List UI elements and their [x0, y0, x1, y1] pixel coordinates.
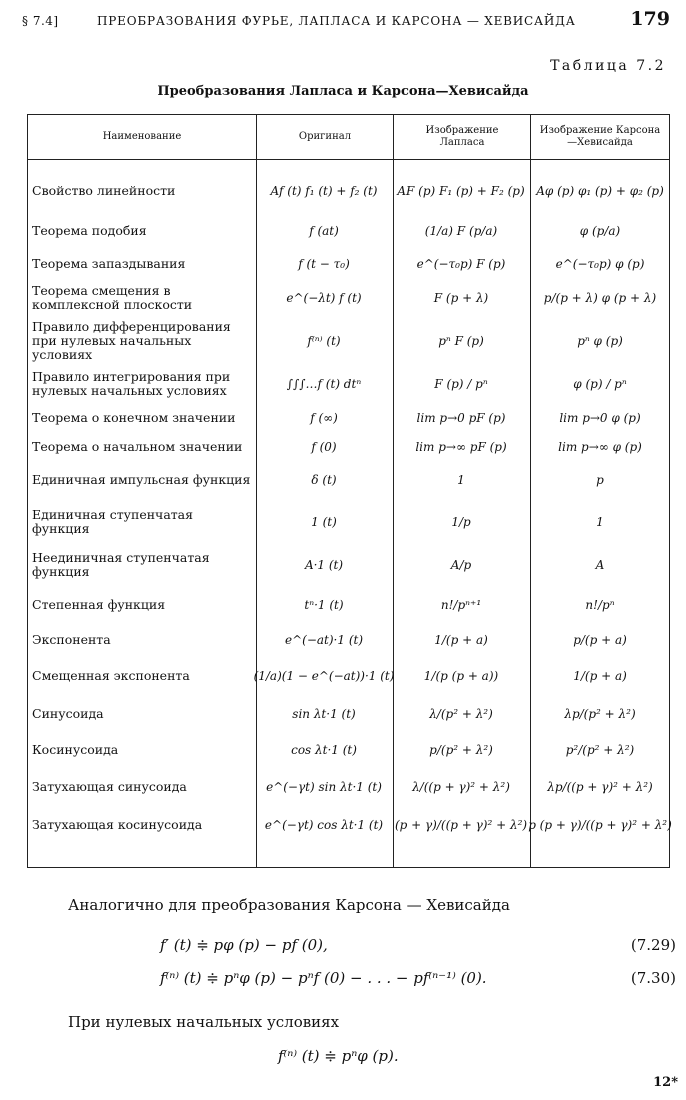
row-name: Экспонента	[32, 631, 111, 647]
row-laplace-image: p/(p² + λ²)	[429, 743, 493, 757]
table-title: Преобразования Лапласа и Карсона—Хевисайда	[157, 84, 529, 99]
table-row	[28, 587, 669, 622]
row-laplace-image: AF (p) F₁ (p) + F₂ (p)	[397, 184, 525, 198]
row-name: Правило интегрирования при нулевых начальных условиях	[32, 369, 231, 398]
header-divider	[28, 159, 669, 160]
row-laplace-image: 1/(p + a)	[434, 632, 488, 647]
row-name: Единичная ступенчатая функция	[32, 506, 194, 536]
row-name: Затухающая синусоида	[32, 778, 187, 794]
row-carson-image: Aφ (p) φ₁ (p) + φ₂ (p)	[536, 184, 664, 198]
table-number: Таблица 7.2	[550, 58, 666, 74]
row-name: Синусоида	[32, 705, 104, 721]
table-row	[28, 732, 669, 768]
equation: f⁽ⁿ⁾ (t) ≑ pⁿφ (p).	[278, 1047, 399, 1065]
signature-mark: 12*	[653, 1075, 678, 1090]
row-carson-image: λp/(p² + λ²)	[564, 706, 636, 721]
row-original: f (∞)	[310, 411, 338, 425]
transform-table	[27, 114, 670, 868]
row-laplace-image: pⁿ F (p)	[438, 334, 484, 348]
row-name: Теорема запаздывания	[32, 256, 186, 271]
row-laplace-image: (p + γ)/((p + γ)² + λ²)	[394, 818, 528, 832]
row-laplace-image: 1/p	[451, 514, 471, 529]
row-laplace-image: n!/pⁿ⁺¹	[440, 597, 482, 612]
table-row	[28, 213, 669, 249]
row-name: Степенная функция	[32, 596, 166, 612]
row-name: Теорема о конечном значении	[32, 410, 236, 425]
row-carson-image: lim p→∞ φ (p)	[558, 439, 642, 454]
table-row	[28, 249, 669, 279]
table-row	[28, 657, 669, 695]
row-name: Теорема смещения в комплексной плоскости	[32, 283, 193, 312]
row-carson-image: 1/(p + a)	[573, 669, 627, 683]
row-name: Неединичная ступенчатая функция	[32, 550, 210, 579]
row-carson-image: φ (p) / pⁿ	[573, 377, 627, 391]
paragraph: Аналогично для преобразования Карсона — Хевисайда	[68, 896, 510, 914]
row-carson-image: A	[595, 558, 605, 572]
row-laplace-image: A/p	[450, 558, 472, 572]
table-row	[28, 805, 672, 845]
table-row	[28, 460, 669, 500]
row-laplace-image: 1	[457, 473, 465, 487]
header-carson: Изображение Карсона—Хевисайда	[539, 125, 661, 148]
row-carson-image: φ (p/a)	[579, 224, 621, 238]
row-laplace-image: F (p + λ)	[433, 291, 489, 305]
row-carson-image: e^(−τ₀p) φ (p)	[555, 257, 645, 271]
row-carson-image: p/(p + a)	[573, 632, 627, 647]
row-original: e^(−γt) cos λt·1 (t)	[264, 818, 384, 832]
equation: f′ (t) ≑ pφ (p) − pf (0),	[160, 936, 328, 954]
equation-number: (7.30)	[630, 969, 676, 987]
row-carson-image: p/(p + λ) φ (p + λ)	[543, 291, 657, 305]
row-carson-image: p (p + γ)/((p + γ)² + λ²)	[528, 818, 672, 832]
row-original: f (at)	[309, 224, 339, 238]
row-laplace-image: F (p) / pⁿ	[434, 377, 488, 391]
table-row	[28, 695, 669, 732]
table-row	[28, 403, 669, 433]
row-laplace-image: λ/(p² + λ²)	[429, 706, 493, 721]
page-header	[22, 10, 670, 34]
row-original: f (t − τ₀)	[298, 257, 350, 271]
row-name: Правило дифференцирования при нулевых начальных условиях	[32, 319, 231, 362]
row-name: Теорема подобия	[32, 223, 147, 238]
row-original: e^(−at)·1 (t)	[285, 632, 363, 647]
page-number: 179	[630, 8, 670, 30]
row-laplace-image: λ/((p + γ)² + λ²)	[412, 779, 510, 794]
table-row	[28, 365, 669, 403]
row-carson-image: p	[596, 473, 604, 487]
row-original: cos λt·1 (t)	[291, 743, 357, 757]
row-laplace-image: e^(−τ₀p) F (p)	[416, 257, 506, 271]
row-carson-image: 1	[596, 514, 604, 529]
row-original: f (0)	[311, 439, 337, 454]
table-row	[28, 543, 669, 587]
table-row	[28, 317, 669, 365]
table-row	[28, 171, 669, 211]
row-name: Смещенная экспонента	[32, 668, 190, 683]
equation-number: (7.29)	[630, 936, 676, 954]
row-carson-image: n!/pⁿ	[585, 597, 615, 612]
row-carson-image: λp/((p + γ)² + λ²)	[547, 779, 653, 794]
equation: f⁽ⁿ⁾ (t) ≑ pⁿφ (p) − pⁿf (0) − . . . − pf⁽ⁿ⁻¹⁾ (0).	[160, 969, 487, 987]
row-name: Затухающая косинусоида	[32, 817, 203, 832]
row-original: sin λt·1 (t)	[292, 706, 356, 721]
section-ref: § 7.4]	[22, 14, 59, 28]
row-original: tⁿ·1 (t)	[304, 597, 344, 612]
row-original: e^(−γt) sin λt·1 (t)	[266, 779, 382, 794]
row-name: Свойство линейности	[32, 183, 176, 198]
row-name: Косинусоида	[32, 742, 119, 757]
table-row	[28, 279, 669, 317]
row-original: f⁽ⁿ⁾ (t)	[307, 334, 341, 348]
header-name: Наименование	[102, 131, 182, 142]
row-name: Теорема о начальном значении	[32, 438, 243, 454]
row-original: A·1 (t)	[304, 558, 344, 572]
row-name: Единичная импульсная функция	[32, 472, 251, 487]
row-laplace-image: lim p→0 pF (p)	[416, 411, 506, 425]
paragraph: При нулевых начальных условиях	[68, 1013, 340, 1031]
row-carson-image: lim p→0 φ (p)	[559, 411, 641, 425]
running-title: ПРЕОБРАЗОВАНИЯ ФУРЬЕ, ЛАПЛАСА И КАРСОНА — ХЕВИСАЙДА	[97, 14, 576, 28]
table-row	[28, 500, 669, 543]
row-original: (1/a)(1 − e^(−at))·1 (t)	[253, 669, 395, 683]
row-laplace-image: (1/a) F (p/a)	[424, 224, 498, 238]
table-row	[28, 433, 669, 460]
table-row	[28, 622, 669, 657]
row-original: Af (t) f₁ (t) + f₂ (t)	[270, 184, 378, 198]
row-original: 1 (t)	[311, 514, 337, 529]
row-laplace-image: 1/(p (p + a))	[423, 669, 499, 683]
row-original: e^(−λt) f (t)	[286, 291, 362, 305]
row-carson-image: p²/(p² + λ²)	[565, 743, 635, 757]
header-laplace: Изображение Лапласа	[425, 125, 499, 148]
row-carson-image: pⁿ φ (p)	[577, 334, 623, 348]
row-original: δ (t)	[311, 473, 337, 487]
header-original: Оригинал	[298, 131, 352, 142]
table-row	[28, 768, 669, 805]
row-laplace-image: lim p→∞ pF (p)	[415, 439, 507, 454]
row-original: ∫∫∫…f (t) dtⁿ	[286, 377, 362, 391]
